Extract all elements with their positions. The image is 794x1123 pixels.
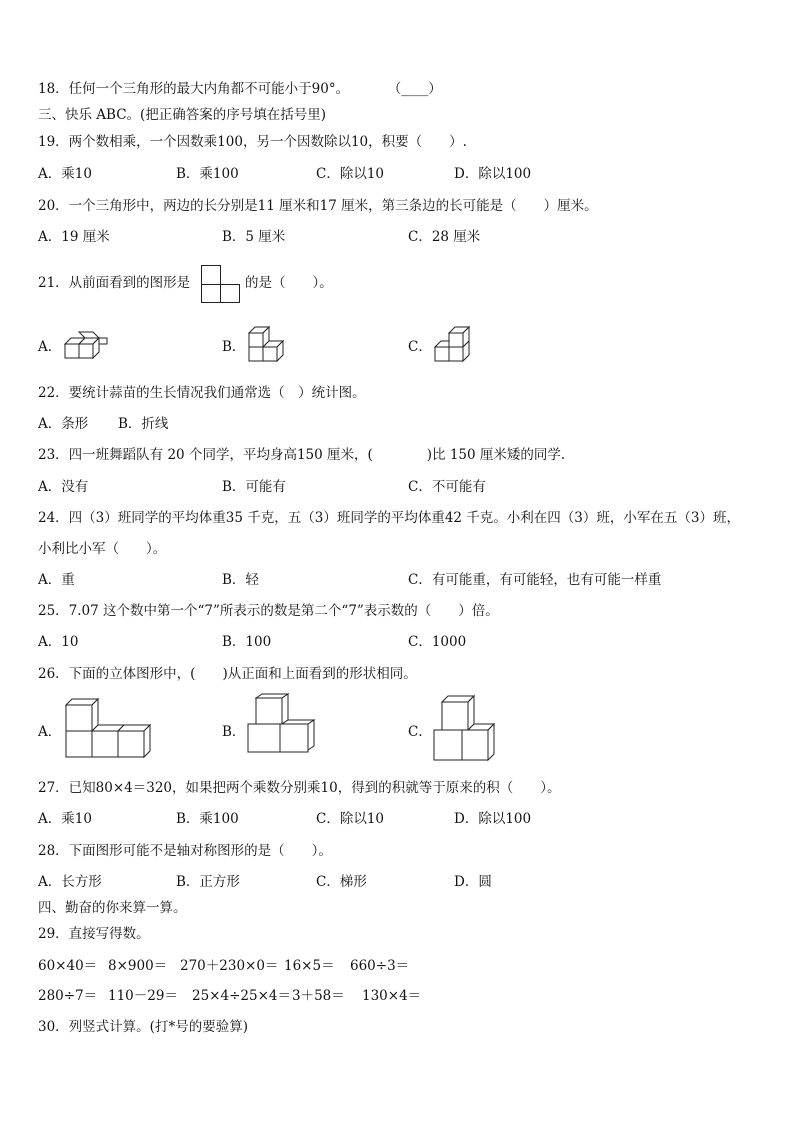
q28-option-d[interactable]: D．圆 xyxy=(454,874,492,890)
q27-option-d[interactable]: D．除以100 xyxy=(454,811,532,827)
q21-option-c[interactable]: C． xyxy=(408,339,432,355)
q27-option-a[interactable]: A．乘10 xyxy=(38,811,92,827)
q21-figure-b[interactable] xyxy=(247,323,293,369)
section-4-heading: 四、勤奋的你来算一算。 xyxy=(38,900,187,916)
question-18-text: 18．任何一个三角形的最大内角都不可能小于90°。 xyxy=(38,81,350,97)
question-21-prefix: 21．从前面看到的图形是 xyxy=(38,275,191,291)
q26-option-a[interactable]: A． xyxy=(38,724,62,740)
q27-option-c[interactable]: C．除以10 xyxy=(316,811,385,827)
q24-option-b[interactable]: B．轻 xyxy=(222,572,259,588)
calc-item: 60×40＝ xyxy=(38,958,98,974)
calc-item: 270＋230×0＝ xyxy=(180,958,279,974)
calc-item: 25×4÷25×4＝ xyxy=(192,988,291,1004)
q26-figure-a[interactable] xyxy=(64,697,154,763)
q22-option-b[interactable]: B．折线 xyxy=(118,416,169,432)
q19-option-d[interactable]: D．除以100 xyxy=(454,166,532,182)
q25-option-b[interactable]: B．100 xyxy=(222,634,272,650)
question-20: 20．一个三角形中，两边的长分别是11 厘米和17 厘米，第三条边的长可能是（ ）厘米。 xyxy=(38,198,598,214)
q26-option-c[interactable]: C． xyxy=(408,724,432,740)
q19-option-c[interactable]: C．除以10 xyxy=(316,166,385,182)
section-3-heading: 三、快乐 ABC。(把正确答案的序号填在括号里) xyxy=(38,107,327,123)
q26-figure-b[interactable] xyxy=(246,692,320,758)
q21-figure-c[interactable] xyxy=(433,323,479,369)
question-23: 23．四一班舞蹈队有 20 个同学，平均身高150 厘米，( )比 150 厘米矮的同学. xyxy=(38,447,566,463)
q22-option-a[interactable]: A．条形 xyxy=(38,416,89,432)
question-19: 19．两个数相乘，一个因数乘100，另一个因数除以10，积要（ ）. xyxy=(38,134,467,150)
q28-option-a[interactable]: A．长方形 xyxy=(38,874,102,890)
q25-option-c[interactable]: C．1000 xyxy=(408,634,467,650)
q26-option-b[interactable]: B． xyxy=(222,724,246,740)
front-view-figure xyxy=(200,264,242,304)
q20-option-a[interactable]: A．19 厘米 xyxy=(38,229,110,245)
question-29: 29．直接写得数。 xyxy=(38,926,150,942)
question-25: 25．7.07 这个数中第一个“7”所表示的数是第二个“7”表示数的（ ）倍。 xyxy=(38,603,499,619)
q23-option-b[interactable]: B．可能有 xyxy=(222,479,286,495)
q20-option-c[interactable]: C．28 厘米 xyxy=(408,229,481,245)
q19-option-b[interactable]: B．乘100 xyxy=(176,166,239,182)
answer-blank[interactable]: （____） xyxy=(387,81,442,97)
question-21-suffix: 的是（ ）。 xyxy=(245,275,333,291)
q25-option-a[interactable]: A．10 xyxy=(38,634,79,650)
question-24-line2: 小利比小军（ ）。 xyxy=(38,541,167,557)
calc-item: 3＋58＝ xyxy=(292,988,345,1004)
calc-item: 280÷7＝ xyxy=(38,988,98,1004)
question-30: 30．列竖式计算。(打*号的要验算) xyxy=(38,1019,248,1035)
question-18 xyxy=(38,80,442,98)
calc-item: 110－29＝ xyxy=(108,988,178,1004)
calc-item: 8×900＝ xyxy=(108,958,168,974)
q19-option-a[interactable]: A．乘10 xyxy=(38,166,92,182)
calc-item: 660÷3＝ xyxy=(350,958,410,974)
q21-option-a[interactable]: A． xyxy=(38,339,62,355)
q27-option-b[interactable]: B．乘100 xyxy=(176,811,239,827)
q26-figure-c[interactable] xyxy=(432,694,498,766)
q24-option-a[interactable]: A．重 xyxy=(38,572,75,588)
question-28: 28．下面图形可能不是轴对称图形的是（ ）。 xyxy=(38,843,332,859)
question-27: 27．已知80×4＝320，如果把两个乘数分别乘10，得到的积就等于原来的积（ ）。 xyxy=(38,780,561,796)
q28-option-b[interactable]: B．正方形 xyxy=(176,874,240,890)
question-26: 26．下面的立体图形中，( )从正面和上面看到的形状相同。 xyxy=(38,666,417,682)
question-22: 22．要统计蒜苗的生长情况我们通常选（ ）统计图。 xyxy=(38,385,366,401)
calc-item: 130×4＝ xyxy=(362,988,422,1004)
q21-figure-a[interactable] xyxy=(63,330,109,364)
q20-option-b[interactable]: B．5 厘米 xyxy=(222,229,286,245)
q21-option-b[interactable]: B． xyxy=(222,339,246,355)
calc-item: 16×5＝ xyxy=(284,958,335,974)
q23-option-c[interactable]: C．不可能有 xyxy=(408,479,486,495)
q28-option-c[interactable]: C．梯形 xyxy=(316,874,367,890)
question-24-line1: 24．四（3）班同学的平均体重35 千克，五（3）班同学的平均体重42 千克。小利在四（3）班，小军在五（3）班， xyxy=(38,510,740,526)
q24-option-c[interactable]: C．有可能重，有可能轻，也有可能一样重 xyxy=(408,572,662,588)
q23-option-a[interactable]: A．没有 xyxy=(38,479,89,495)
